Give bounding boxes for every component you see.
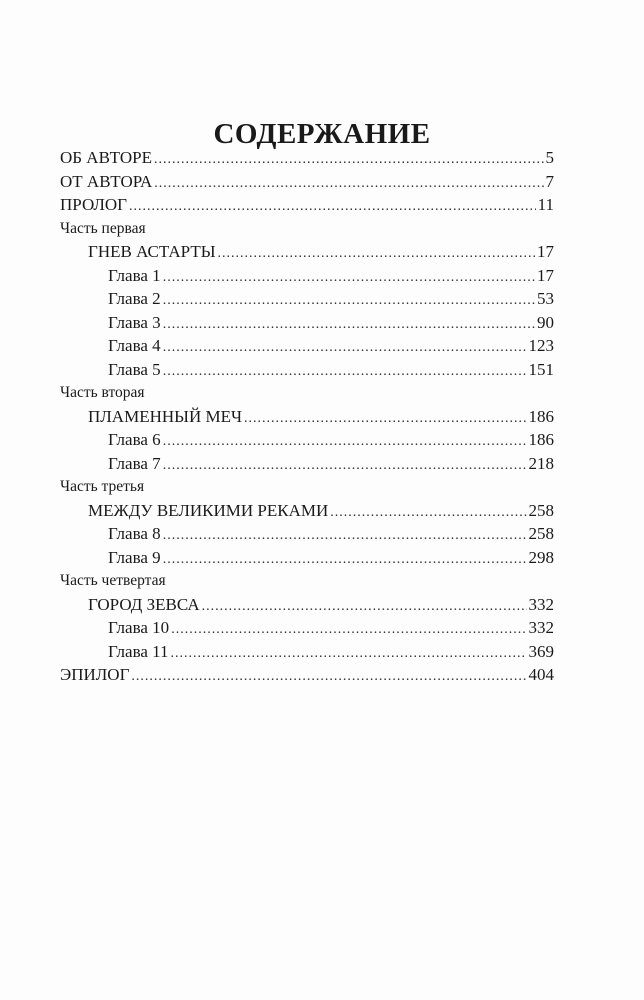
dot-leader (154, 172, 543, 196)
toc-entry-label: Глава 4 (108, 336, 161, 355)
toc-entry-label: ГНЕВ АСТАРТЫ (88, 242, 216, 261)
toc-entry (60, 240, 554, 264)
toc-entry-label: ГОРОД ЗЕВСА (88, 594, 200, 614)
dot-leader (163, 313, 535, 337)
toc-entry-page: 5 (545, 148, 554, 167)
dot-leader (218, 242, 535, 266)
dot-leader (163, 360, 527, 384)
toc-entry (60, 593, 554, 617)
toc-entry-page: 298 (528, 547, 554, 567)
table-of-contents (60, 146, 554, 687)
dot-leader (154, 148, 544, 172)
toc-entry-label: Глава 10 (108, 618, 170, 637)
toc-part-label: Часть третья (60, 478, 145, 495)
toc-entry-label: ПРОЛОГ (60, 195, 128, 214)
dot-leader (330, 501, 526, 525)
dot-leader (163, 430, 527, 454)
toc-part-heading (60, 475, 554, 499)
toc-entry-label: Глава 5 (108, 359, 161, 379)
toc-entry-page: 218 (528, 453, 554, 473)
toc-part-heading (60, 569, 554, 593)
dot-leader (163, 524, 527, 548)
dot-leader (163, 548, 527, 572)
toc-entry-label: Глава 8 (108, 524, 161, 543)
toc-entry (60, 640, 554, 664)
toc-entry-label: МЕЖДУ ВЕЛИКИМИ РЕКАМИ (88, 500, 329, 520)
dot-leader (163, 266, 535, 290)
dot-leader (131, 665, 526, 689)
toc-entry-page: 90 (537, 312, 554, 332)
toc-entry-page: 332 (528, 618, 554, 637)
toc-entry-page: 17 (537, 242, 554, 261)
toc-entry-page: 53 (537, 289, 554, 308)
toc-entry-label: Глава 7 (108, 453, 161, 473)
toc-entry (60, 499, 554, 523)
toc-entry-page: 186 (528, 430, 554, 449)
toc-entry-label: Глава 2 (108, 289, 161, 308)
toc-entry-label: Глава 3 (108, 312, 161, 332)
toc-entry-page: 7 (545, 171, 554, 191)
toc-part-label: Часть четвертая (60, 572, 166, 589)
dot-leader (163, 336, 527, 360)
toc-entry (60, 546, 554, 570)
dot-leader (244, 407, 526, 431)
toc-entry (60, 522, 554, 546)
toc-entry (60, 616, 554, 640)
toc-entry (60, 287, 554, 311)
toc-entry (60, 193, 554, 217)
toc-entry (60, 334, 554, 358)
toc-part-label: Часть первая (60, 219, 146, 237)
toc-entry (60, 358, 554, 382)
toc-part-label: Часть вторая (60, 384, 145, 401)
toc-entry (60, 405, 554, 429)
toc-entry-page: 123 (528, 336, 554, 355)
toc-part-heading (60, 381, 554, 405)
toc-entry-label: Глава 6 (108, 430, 161, 449)
toc-entry-label: Глава 11 (108, 641, 169, 661)
dot-leader (163, 454, 527, 478)
toc-entry-label: ПЛАМЕННЫЙ МЕЧ (88, 406, 243, 426)
dot-leader (202, 595, 527, 619)
toc-entry-label: Глава 9 (108, 547, 161, 567)
toc-entry (60, 311, 554, 335)
toc-entry (60, 452, 554, 476)
toc-entry-page: 258 (528, 500, 554, 520)
dot-leader (163, 289, 535, 313)
toc-entry (60, 170, 554, 194)
toc-entry-page: 369 (528, 641, 554, 661)
dot-leader (129, 195, 536, 219)
toc-entry-page: 186 (528, 406, 554, 426)
toc-entry (60, 264, 554, 288)
toc-entry-label: ЭПИЛОГ (60, 665, 130, 684)
toc-entry-page: 258 (528, 524, 554, 543)
toc-entry-label: ОТ АВТОРА (60, 171, 153, 191)
dot-leader (171, 642, 527, 666)
toc-entry-page: 151 (528, 359, 554, 379)
toc-entry (60, 146, 554, 170)
toc-entry-page: 332 (528, 594, 554, 614)
toc-entry-label: Глава 1 (108, 265, 161, 285)
toc-entry (60, 428, 554, 452)
toc-part-heading (60, 217, 554, 241)
dot-leader (171, 618, 526, 642)
toc-title: СОДЕРЖАНИЕ (213, 118, 431, 150)
toc-entry-page: 11 (537, 195, 554, 214)
toc-entry-label: ОБ АВТОРЕ (60, 148, 152, 167)
toc-entry-page: 404 (528, 665, 554, 684)
toc-entry (60, 663, 554, 687)
toc-entry-page: 17 (537, 265, 554, 285)
